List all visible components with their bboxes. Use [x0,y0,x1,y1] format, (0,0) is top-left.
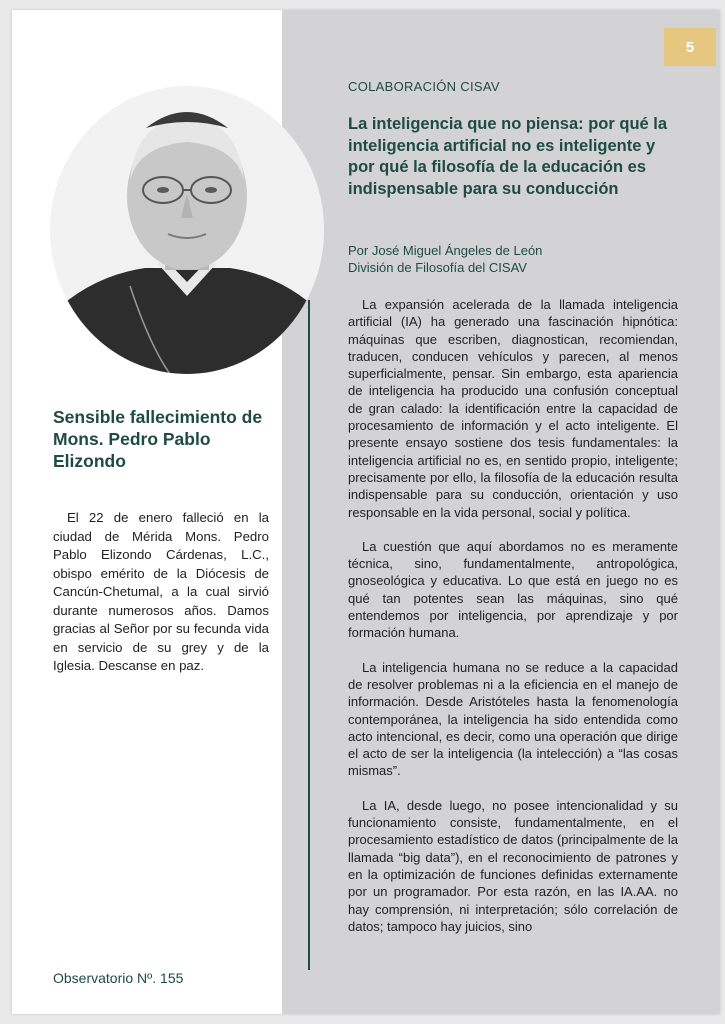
eye-right [205,187,217,193]
article-paragraph: La IA, desde luego, no posee intencionalidad y su funcionamiento consiste, fundamentalmente, en el procesamiento estadístico de datos (principalmente de la llamada “big data”), en el reconocimiento de patrones y en la optimización de funciones definidas externamente por un programador. Por esta razón, en las IA.AA. no hay comprensión, ni interpretación; sólo correlación de datos; tampoco hay juicios, sino [348,797,678,934]
obituary-body: El 22 de enero falleció en la ciudad de Mérida Mons. Pedro Pablo Elizondo Cárdenas, L.C., obispo emérito de la Diócesis de Cancún-Chetumal, a la cual sirvió durante numerosos años. Damos gracias al Señor por su fecunda vida en servicio de su grey y de la Iglesia. Descanse en paz. [53,510,269,673]
author-affiliation: División de Filosofía del CISAV [348,260,527,275]
obituary-title: Sensible fallecimiento de Mons. Pedro Pablo Elizondo [53,407,263,471]
article-paragraph: La inteligencia humana no se reduce a la capacidad de resolver problemas ni a la eficiencia en el manejo de información. Desde Aristóteles hasta la fenomenología contemporánea, la inteligencia ha sido entendida como acto intencional, es decir, como una operación que dirige el acto de ser la inteligencia (la intelección) a “las cosas mismas”. [348,659,678,779]
eye-left [157,187,169,193]
article-body [348,296,678,952]
article-title: La inteligencia que no piensa: por qué la inteligencia artificial no es inteligente y por qué la filosofía de la educación es indispensable para su conducción [348,115,668,198]
section-label: COLABORACIÓN CISAV [348,79,500,94]
issue-footer: Observatorio Nº. 155 [53,970,184,986]
portrait-illustration [50,86,324,374]
page-number-badge: 5 [664,28,716,66]
byline [348,242,678,276]
magazine-page [12,10,720,1014]
author-name: Por José Miguel Ángeles de León [348,243,543,258]
article-paragraph: La cuestión que aquí abordamos no es meramente técnica, sino, fundamentalmente, antropológica, gnoseológica y educativa. Lo que está en juego no es qué tan potentes sean las máquinas, sino qué entendemos por inteligencia, por aprendizaje y por formación humana. [348,538,678,641]
portrait-photo [50,86,324,374]
column-divider [308,300,310,970]
article-paragraph: La expansión acelerada de la llamada inteligencia artificial (IA) ha generado una fascinación hipnótica: máquinas que escriben, diagnostican, recomiendan, traducen, conducen vehículos y parecen, al menos superficialmente, pensar. Sin embargo, esta apariencia de inteligencia ha producido una confusión conceptual de gran calado: la identificación entre la capacidad de procesamiento de información y el acto inteligente. El presente ensayo sostiene dos tesis fundamentales: la inteligencia artificial no es, en sentido propio, inteligente; precisamente por ello, la filosofía de la educación resulta indispensable para su conducción, orientación y uso responsable en la vida personal, social y política. [348,297,678,520]
